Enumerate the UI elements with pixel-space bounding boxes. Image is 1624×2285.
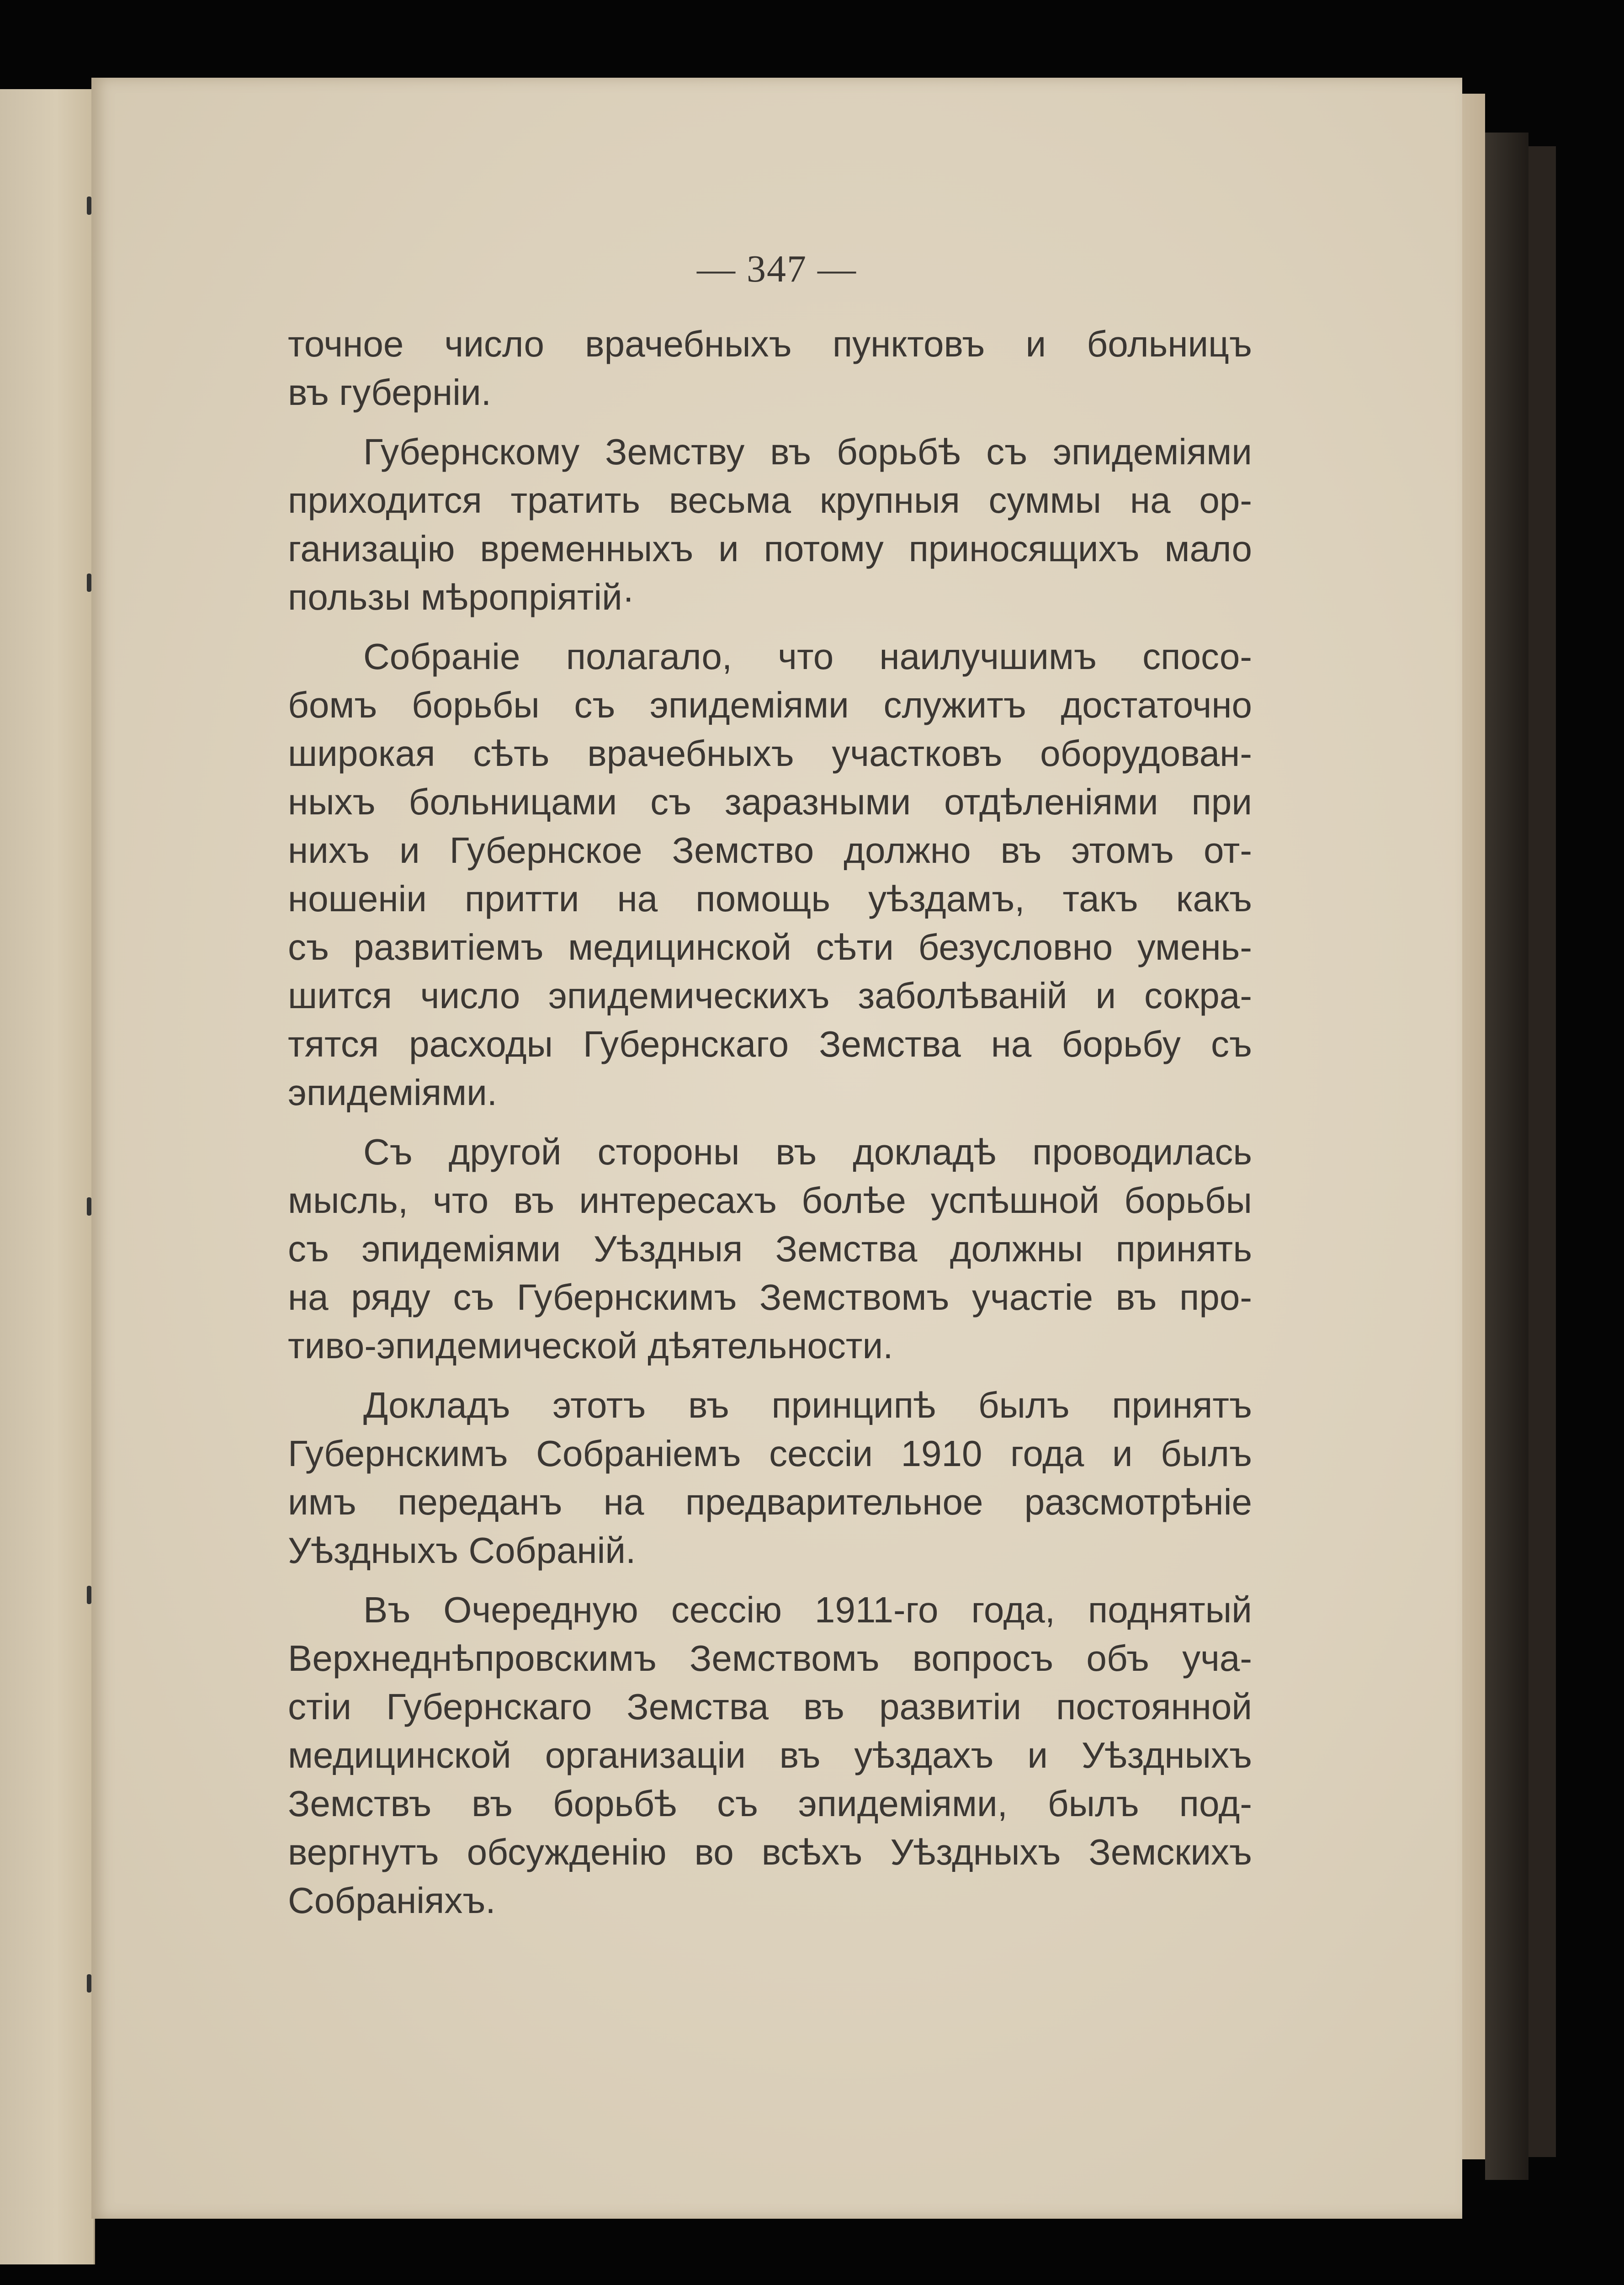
text-line: на ряду съ Губернскимъ Земствомъ участіе въ про- xyxy=(288,1277,1252,1318)
binding-mark xyxy=(87,1586,91,1604)
text-line: медицинской организаціи въ уѣздахъ и Уѣздныхъ xyxy=(288,1735,1252,1775)
text-line: ношеніи притти на помощь уѣздамъ, такъ какъ xyxy=(288,878,1252,919)
text-line: Собраніе полагало, что наилучшимъ спосо- xyxy=(363,636,1252,677)
previous-page-edge xyxy=(0,89,95,2264)
text-line: широкая сѣть врачебныхъ участковъ оборудован- xyxy=(288,733,1252,774)
binding-mark xyxy=(87,1197,91,1216)
book-spine-edge xyxy=(1485,133,1528,2180)
text-line: имъ переданъ на предварительное разсмотрѣніе xyxy=(288,1482,1252,1522)
page-body xyxy=(288,320,1252,1936)
text-line: Докладъ этотъ въ принципѣ былъ принятъ xyxy=(363,1385,1252,1425)
text-line: съ эпидеміями Уѣздныя Земства должны принять xyxy=(288,1228,1252,1269)
book-cover-edge xyxy=(1528,146,1556,2157)
text-line: Губернскимъ Собраніемъ сессіи 1910 года и былъ xyxy=(288,1433,1252,1474)
text-line: эпидеміями. xyxy=(288,1072,498,1113)
book-page xyxy=(91,78,1462,2219)
text-line: тятся расходы Губернскаго Земства на борьбу съ xyxy=(288,1024,1252,1064)
paragraph xyxy=(288,632,1252,1117)
page-number: — 347 — xyxy=(697,248,857,290)
text-line: ныхъ больницами съ заразными отдѣленіями при xyxy=(288,781,1252,822)
binding-mark xyxy=(87,574,91,592)
paragraph xyxy=(288,1586,1252,1925)
paragraph xyxy=(288,1381,1252,1575)
text-line: пользы мѣропріятій· xyxy=(288,577,635,617)
text-line: съ развитіемъ медицинской сѣти безусловно умень- xyxy=(288,927,1252,967)
text-line: Собраніяхъ. xyxy=(288,1880,496,1921)
text-line: Съ другой стороны въ докладѣ проводилась xyxy=(363,1132,1252,1172)
binding-mark xyxy=(87,197,91,215)
text-line: Губернскому Земству въ борьбѣ съ эпидеміями xyxy=(363,431,1252,472)
text-line: бомъ борьбы съ эпидеміями служитъ достаточно xyxy=(288,685,1252,725)
text-line: Земствъ въ борьбѣ съ эпидеміями, былъ под- xyxy=(288,1783,1252,1824)
paragraph xyxy=(288,1128,1252,1370)
text-line: тиво-эпидемической дѣятельности. xyxy=(288,1325,893,1366)
text-line: нихъ и Губернское Земство должно въ этомъ от- xyxy=(288,830,1252,871)
text-line: стіи Губернскаго Земства въ развитіи постоянной xyxy=(288,1686,1252,1727)
text-line: мысль, что въ интересахъ болѣе успѣшной борьбы xyxy=(288,1180,1252,1221)
text-line: Уѣздныхъ Собраній. xyxy=(288,1530,636,1571)
text-line: Въ Очередную сессію 1911-го года, поднятый xyxy=(363,1589,1252,1630)
binding-mark xyxy=(87,1974,91,1993)
paragraph xyxy=(288,428,1252,622)
text-line: точное число врачебныхъ пунктовъ и больницъ xyxy=(288,324,1252,364)
text-line: приходится тратить весьма крупныя суммы на ор- xyxy=(288,480,1252,521)
text-line: въ губерніи. xyxy=(288,372,491,413)
text-line: шится число эпидемическихъ заболѣваній и сокра- xyxy=(288,975,1252,1016)
paragraph xyxy=(288,320,1252,417)
text-line: Верхнеднѣпровскимъ Земствомъ вопросъ объ уча- xyxy=(288,1638,1252,1679)
text-line: вергнутъ обсужденію во всѣхъ Уѣздныхъ Земскихъ xyxy=(288,1832,1252,1872)
text-line: ганизацію временныхъ и потому приносящихъ мало xyxy=(288,528,1252,569)
